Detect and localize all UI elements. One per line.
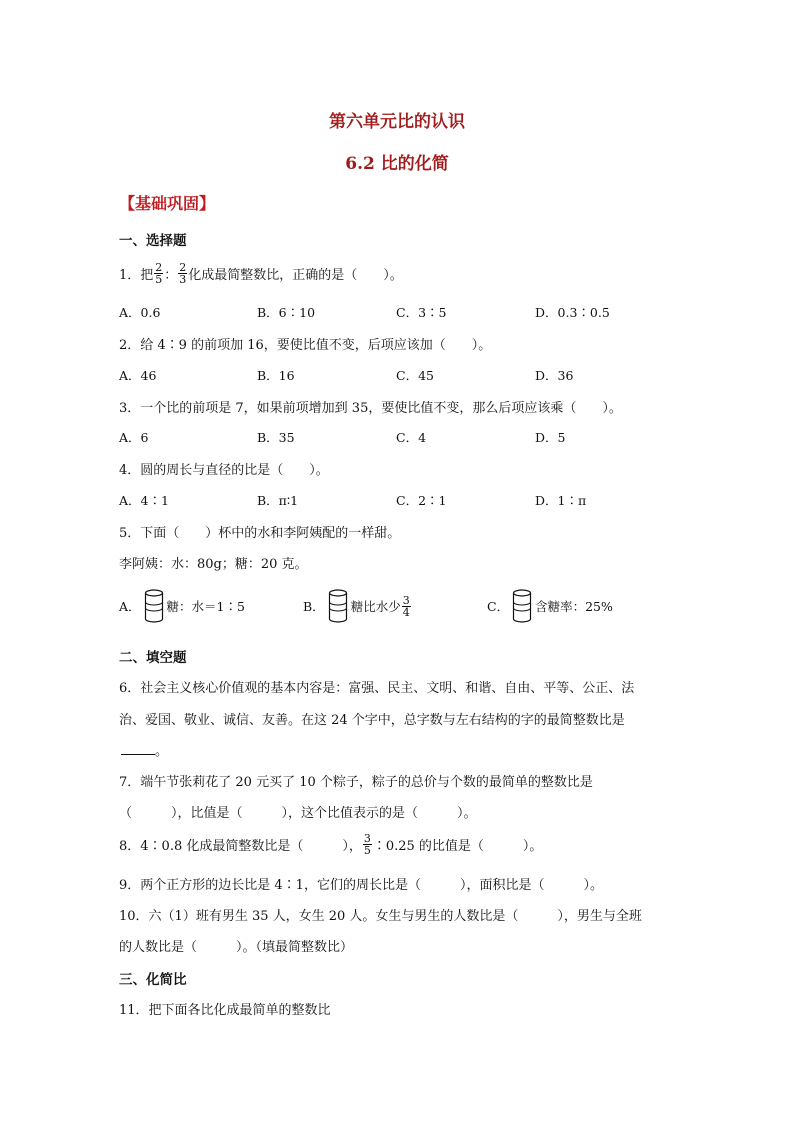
question-2: 2．给 4∶9 的前项加 16，要使比值不变，后项应该加（ ）。 <box>119 338 492 353</box>
q3-option-b: B．35 <box>257 430 295 445</box>
question-6-line-2: 治、爱国、敬业、诚信、友善。在这 24 个字中，总字数与左右结构的字的最简整数比是 <box>119 713 625 728</box>
cup-icon <box>512 589 532 623</box>
question-9: 9．两个正方形的边长比是 4∶1，它们的周长比是（ ），面积比是（ ）。 <box>119 878 603 893</box>
part-simplify-heading: 三、化简比 <box>119 972 187 988</box>
question-1: 1．把 $\frac{2}{5}$ ： $\frac{2}{3}$ 化成最简整数比，正确的是（ ）。 <box>119 261 403 286</box>
q2-option-c: C．45 <box>396 368 434 383</box>
q4-option-d: D．1∶π <box>535 493 587 508</box>
question-6-line-1: 6．社会主义核心价值观的基本内容是：富强、民主、文明、和谐、自由、平等、公正、法 <box>119 681 635 696</box>
question-4: 4．圆的周长与直径的比是（ ）。 <box>119 463 329 478</box>
q3-option-a: A．6 <box>119 430 149 445</box>
fraction: $\frac{2}{5}$ <box>155 261 163 286</box>
question-8: 8．4∶0.8 化成最简整数比是（ ）， $\frac{3}{5}$ ∶0.25 的比值是（ ）。 <box>119 832 543 857</box>
question-11: 11．把下面各比化成最简单的整数比 <box>119 1003 331 1018</box>
question-10-line-2: 的人数比是（ ）。（填最简整数比） <box>119 940 354 955</box>
question-6-line-3: 。 <box>119 740 168 759</box>
part-fill-heading: 二、填空题 <box>119 650 187 666</box>
q4-option-a: A．4∶1 <box>119 493 169 508</box>
fraction: $\frac{3}{5}$ <box>363 832 371 857</box>
question-7-line-1: 7．端午节张莉花了 20 元买了 10 个粽子，粽子的总价与个数的最简单的整数比是 <box>119 775 593 790</box>
question-10-line-1: 10．六（1）班有男生 35 人，女生 20 人。女生与男生的人数比是（ ），男生与全班 <box>119 909 642 924</box>
q2-option-b: B．16 <box>257 368 295 383</box>
q2-option-d: D．36 <box>535 368 574 383</box>
q4-option-b: B．π∶1 <box>257 493 299 508</box>
cup-icon <box>144 589 164 623</box>
cup-icon <box>328 589 348 623</box>
q1-option-a: A．0.6 <box>119 305 161 320</box>
q1-option-c: C．3∶5 <box>396 305 447 320</box>
section-basic: 【基础巩固】 <box>119 194 216 213</box>
question-3: 3．一个比的前项是 7，如果前项增加到 35，要使比值不变，那么后项应该乘（ ）。 <box>119 401 622 416</box>
q1-option-b: B．6∶10 <box>257 305 316 320</box>
q3-option-d: D．5 <box>535 430 566 445</box>
question-7-line-2: （ ），比值是（ ），这个比值表示的是（ ）。 <box>119 806 477 821</box>
document-title: 第六单元比的认识 <box>329 112 465 132</box>
q1-option-d: D．0.3∶0.5 <box>535 305 610 320</box>
q5-option-c: C． 含糖率：25% <box>487 589 613 623</box>
part-choice-heading: 一、选择题 <box>119 233 187 249</box>
fraction: $\frac{2}{3}$ <box>179 261 187 286</box>
question-5: 5．下面（ ）杯中的水和李阿姨配的一样甜。 <box>119 526 401 541</box>
question-5-note: 李阿姨：水：80g；糖：20 克。 <box>119 557 308 572</box>
q2-option-a: A．46 <box>119 368 157 383</box>
q4-option-c: C．2∶1 <box>396 493 447 508</box>
q5-option-b: B． 糖比水少 $\frac{3}{4}$ <box>303 589 412 623</box>
fraction: $\frac{3}{4}$ <box>402 593 410 619</box>
q5-option-a: A． 糖：水＝1∶5 <box>119 589 245 623</box>
q3-option-c: C．4 <box>396 430 427 445</box>
document-subtitle: 6.2 比的化简 <box>345 154 449 174</box>
answer-blank <box>121 754 155 755</box>
